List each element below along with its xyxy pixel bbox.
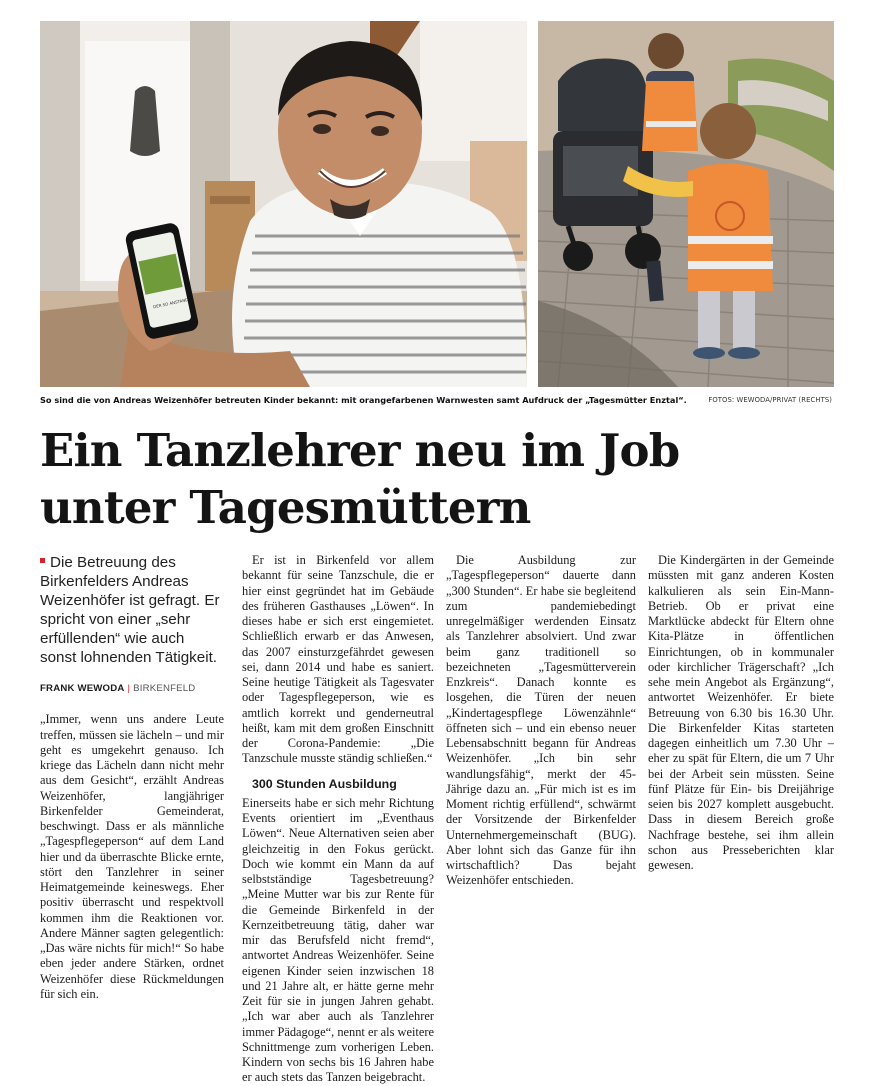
article-paragraph-1: „Immer, wenn uns andere Leute treffen, müssen sie lächeln – und mir geht es umgekehrt genauso. Ich kriege das Lächeln dann nicht mehr aus dem Gesicht“, erzählt Andreas Weizenhöfer, langjähriger Birkenfelder Gemeinderat, beschwingt. Dass er als männliche „Tagespflegeperson“ auf dem Land hier und da überraschte Blicke ernte, stört den Tanzlehrer in seiner Heimatgemeinde keineswegs. Eher positiv überrascht und respektvoll kommen ihm die Reaktionen vor. Andere Männer sagten gelegentlich: „Das wäre nichts für mich!“ So habe eben jeder andere Stärken, ordnet Weizenhöfer diese Rückmeldungen für sich ein.	[40, 712, 224, 1001]
article-body-start	[40, 712, 224, 1001]
headline-line-2: unter Tagesmüttern	[40, 481, 531, 534]
article-column-2	[242, 553, 434, 1085]
headline	[40, 422, 840, 536]
author-place: BIRKENFELD	[133, 683, 196, 694]
photo-caption: So sind die von Andreas Weizenhöfer betreuten Kinder bekannt: mit orangefarbenen Warnwesten samt Aufdruck der „Tagesmütter Enztal“.	[40, 395, 687, 405]
author-line	[40, 681, 224, 696]
phone-screen-text: DER SO ANSTAND	[152, 297, 189, 310]
children-with-stroller-photo	[538, 21, 834, 387]
article-paragraph-3: Einerseits habe er sich mehr Richtung Events orientiert im „Eventhaus Löwen“. Neue Alternativen seien aber gleichzeitig in den Fokus gerückt. Doch wie kommt ein Mann da auf selbstständige Tagesbetreuung? „Meine Mutter war bis zur Rente für die Gemeinde Birkenfeld in der Kernzeitbetreuung tätig, daher war mir das Berufsfeld nicht fremd“, antwortet Andreas Weizenhöfer. Seine eigenen Kinder seien inzwischen 18 und 21 Jahre alt, er hätte gerne mehr Zeit für sie in jungen Jahren gehabt. „Ich war aber auch als Tanzlehrer immer Pädagoge“, nennt er als weitere Schnittmenge zum vorherigen Leben. Kindern von sechs bis 16 Jahren habe er auch stets das Tanzen beigebracht.	[242, 795, 434, 1085]
red-square-bullet-icon	[40, 558, 45, 563]
article-column-3	[446, 553, 636, 965]
article-column-1	[40, 553, 224, 1001]
author-name: FRANK WEWODA	[40, 683, 125, 694]
photo-credit: FOTOS: WEWODA/PRIVAT (RECHTS)	[708, 396, 832, 404]
lead-paragraph	[40, 553, 224, 667]
article-column-4	[648, 553, 834, 965]
headline-line-1: Ein Tanzlehrer neu im Job	[40, 424, 680, 477]
man-holding-phone-illustration	[40, 21, 527, 387]
article-subhead: 300 Stunden Ausbildung	[252, 776, 397, 791]
lead-text: Die Betreuung des Birkenfelders Andreas Weizenhöfer ist gefragt. Er spricht von einer „sehr erfüllenden“ wie auch sonst lohnenden Tätigkeit.	[40, 554, 220, 666]
article-paragraph-4: Die Ausbildung zur „Tagespflegeperson“ dauerte dann „300 Stunden“. Er habe sie begleitend zum pandemiebedingt unregelmäßiger werdenden Einsatz als Tanzlehrer absolviert. Und zwar beim ganz traditionell so bezeichneten „Tagesmütterverein Enzkreis“. Danach konnte es losgehen, die Türen der neuen „Kindertagespflege Löwenzähnle“ öffneten sich – und ein ebenso neuer Lebensabschnitt begann für Andreas Weizenhöfer. „Ich bin sehr wandlungsfähig“, merkt der 45-Jährige dazu an. „Für mich ist es im Moment richtig erfüllend“, schwärmt der Vorsitzende der Birkenfelder Unternehmergemeinschaft (BUG). Aber lohnt sich das Ganze für ihn wirtschaftlich? Das bejaht Weizenhöfer entschieden.	[446, 553, 636, 888]
article-paragraph-2: Er ist in Birkenfeld vor allem bekannt für seine Tanzschule, die er hier einst gegründet hat im Gebäude des früheren Gasthauses „Löwen“. In dieses habe er sich erst eingemietet. Schließlich erwarb er das Anwesen, das 2007 einsturzgefährdet gewesen sei, dann 2014 und habe es saniert. Seine heutige Tätigkeit als Tagesvater oder Tagespflegeperson, wie es amtlich korrekt und genderneutral heißt, kam mit dem großen Einschnitt der Corona-Pandemie: „Die Tanzschule musste ständig schließen.“	[242, 553, 434, 766]
author-separator: |	[127, 683, 131, 694]
article-paragraph-5: Die Kindergärten in der Gemeinde müssten mit ganz anderen Kosten kalkulieren als sein Ein-Mann-Betrieb. Ob er privat eine Marktlücke abdeckt für Eltern ohne Kita-Plätze in öffentlichen Einrichtungen, ob in kommunaler oder kirchlicher Trägerschaft? „Ich sehe mein Angebot als Ergänzung“, antwortet Weizenhöfer. Er biete Betreuung von 6.30 bis 16.30 Uhr. Die Birkenfelder Kitas starteten dagegen einheitlich um 7.30 Uhr – eher zu spät für Eltern, die um 7 Uhr bei der Arbeit sein müssten. Seine fünf Plätze für Ein- bis Dreijährige seien bis 2027 komplett ausgebucht. Dass in diesem Bereich große Nachfrage bestehe, sei ihm allein schon aus Presseberichten klar gewesen.	[648, 553, 834, 872]
man-holding-phone-photo	[40, 21, 527, 387]
children-with-stroller-illustration	[538, 21, 834, 387]
